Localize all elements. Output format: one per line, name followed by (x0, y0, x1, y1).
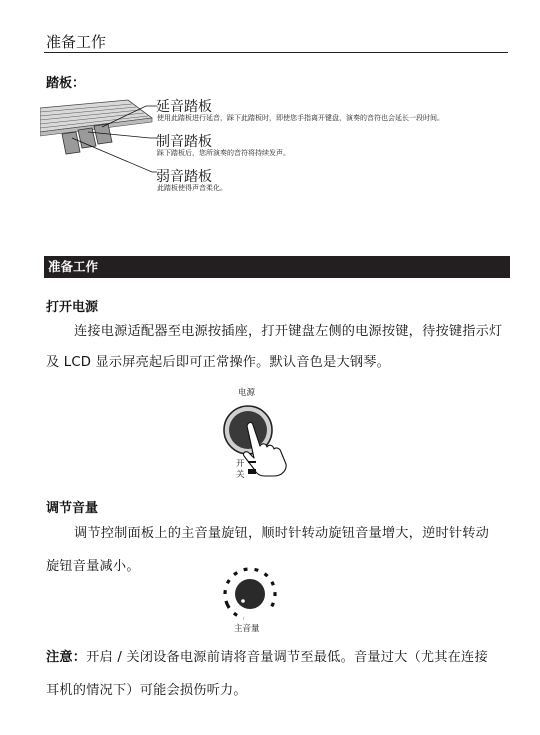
volume-text-line2: 旋钮音量减小。 (46, 559, 140, 574)
caution-line1 (46, 646, 488, 665)
volume-text-line1: 调节控制面板上的主音量旋钮，顺时针转动旋钮音量增大，逆时针转动 (74, 526, 490, 541)
pedal-soft-name: 弱音踏板 (156, 169, 212, 185)
pedal-soft-desc: 此踏板使得声音柔化。 (157, 184, 227, 192)
volume-heading: 调节音量 (46, 501, 99, 516)
pedal-sustain-desc: 使用此踏板进行延音，踩下此踏板时，即使您手指离开键盘，演奏的音符也会延长一段时间。 (157, 114, 444, 122)
pedals-heading: 踏板： (46, 76, 86, 91)
pedal-sostenuto-desc: 踩下踏板后，您所演奏的音符将持续发声。 (157, 149, 290, 157)
section-bar: 准备工作 (44, 256, 510, 278)
power-text-line2: 及 LCD 显示屏亮起后即可正常操作。默认音色是大钢琴。 (46, 355, 391, 370)
caution-label: 注意： (46, 650, 87, 665)
header-divider (44, 52, 508, 53)
switch-off-label: 关 (236, 470, 245, 480)
caution-text-line2: 耳机的情况下）可能会损伤听力。 (46, 683, 247, 698)
power-heading: 打开电源 (46, 300, 99, 315)
caution-text-line1: 开启 / 关闭设备电源前请将音量调节至最低。音量过大（尤其在连接 (86, 650, 488, 665)
pedal-illustration (40, 96, 160, 192)
power-button-label: 电源 (238, 388, 256, 398)
switch-on-label: 开 (236, 459, 245, 469)
master-volume-label: 主音量 (234, 624, 260, 634)
pedal-sustain-name: 延音踏板 (156, 99, 212, 115)
volume-knob-illustration (214, 552, 294, 624)
power-button-illustration (214, 398, 314, 480)
page-header-title: 准备工作 (46, 33, 107, 51)
pedal-sostenuto-name: 制音踏板 (156, 134, 212, 150)
power-text-line1: 连接电源适配器至电源按插座，打开键盘左侧的电源按键，待按键指示灯 (74, 324, 503, 339)
